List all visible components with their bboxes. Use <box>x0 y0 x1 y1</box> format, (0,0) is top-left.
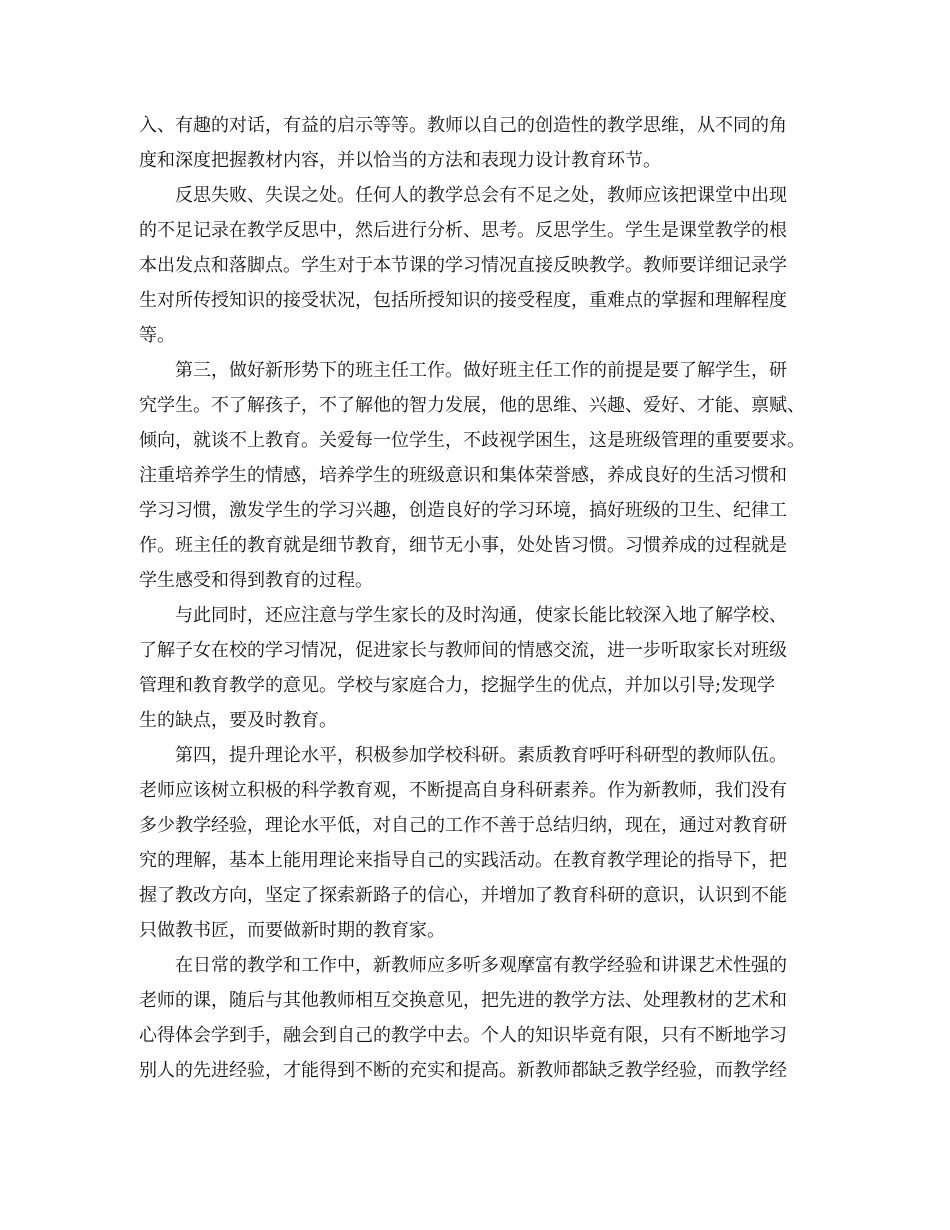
text-line: 的不足记录在教学反思中，然后进行分析、思考。反思学生。学生是课堂教学的根 <box>139 220 787 241</box>
text-line: 入、有趣的对话，有益的启示等等。教师以自己的创造性的教学思维，从不同的角 <box>139 115 787 136</box>
text-line: 只做教书匠，而要做新时期的教育家。 <box>139 920 445 941</box>
body-text <box>139 108 829 1088</box>
text-line: 第四，提升理论水平，积极参加学校科研。素质教育呼吁科研型的教师队伍。 <box>175 745 787 766</box>
text-line: 作。班主任的教育就是细节教育，细节无小事，处处皆习惯。习惯养成的过程就是 <box>139 535 787 556</box>
text-line: 与此同时，还应注意与学生家长的及时沟通，使家长能比较深入地了解学校、 <box>175 605 787 626</box>
text-line: 究学生。不了解孩子，不了解他的智力发展，他的思维、兴趣、爱好、才能、禀赋、 <box>139 395 805 416</box>
text-line: 多少教学经验，理论水平低，对自己的工作不善于总结归纳，现在，通过对教育研 <box>139 815 787 836</box>
text-line: 倾向，就谈不上教育。关爱每一位学生，不歧视学困生，这是班级管理的重要要求。 <box>139 430 805 451</box>
text-line: 心得体会学到手，融会到自己的教学中去。个人的知识毕竟有限，只有不断地学习 <box>139 1025 787 1046</box>
text-line: 第三，做好新形势下的班主任工作。做好班主任工作的前提是要了解学生，研 <box>175 360 787 381</box>
text-line: 等。 <box>139 325 175 346</box>
text-line: 在日常的教学和工作中，新教师应多听多观摩富有教学经验和讲课艺术性强的 <box>175 955 787 976</box>
text-line: 学习习惯，激发学生的学习兴趣，创造良好的学习环境，搞好班级的卫生、纪律工 <box>139 500 787 521</box>
text-line: 老师的课，随后与其他教师相互交换意见，把先进的教学方法、处理教材的艺术和 <box>139 990 787 1011</box>
text-line: 反思失败、失误之处。任何人的教学总会有不足之处，教师应该把课堂中出现 <box>175 185 787 206</box>
text-line: 究的理解，基本上能用理论来指导自己的实践活动。在教育教学理论的指导下，把 <box>139 850 787 871</box>
text-line: 生对所传授知识的接受状况，包括所授知识的接受程度，重难点的掌握和理解程度 <box>139 290 787 311</box>
text-line: 注重培养学生的情感，培养学生的班级意识和集体荣誉感，养成良好的生活习惯和 <box>139 465 787 486</box>
text-line: 学生感受和得到教育的过程。 <box>139 570 373 591</box>
text-line: 本出发点和落脚点。学生对于本节课的学习情况直接反映教学。教师要详细记录学 <box>139 255 787 276</box>
text-line: 握了教改方向，坚定了探索新路子的信心，并增加了教育科研的意识，认识到不能 <box>139 885 787 906</box>
text-line: 别人的先进经验，才能得到不断的充实和提高。新教师都缺乏教学经验，而教学经 <box>139 1060 787 1081</box>
text-line: 生的缺点，要及时教育。 <box>139 710 337 731</box>
text-line: 了解子女在校的学习情况，促进家长与教师间的情感交流，进一步听取家长对班级 <box>139 640 787 661</box>
text-line: 管理和教育教学的意见。学校与家庭合力，挖掘学生的优点，并加以引导;发现学 <box>139 675 776 696</box>
text-line: 度和深度把握教材内容，并以恰当的方法和表现力设计教育环节。 <box>139 150 661 171</box>
text-line: 老师应该树立积极的科学教育观，不断提高自身科研素养。作为新教师，我们没有 <box>139 780 787 801</box>
